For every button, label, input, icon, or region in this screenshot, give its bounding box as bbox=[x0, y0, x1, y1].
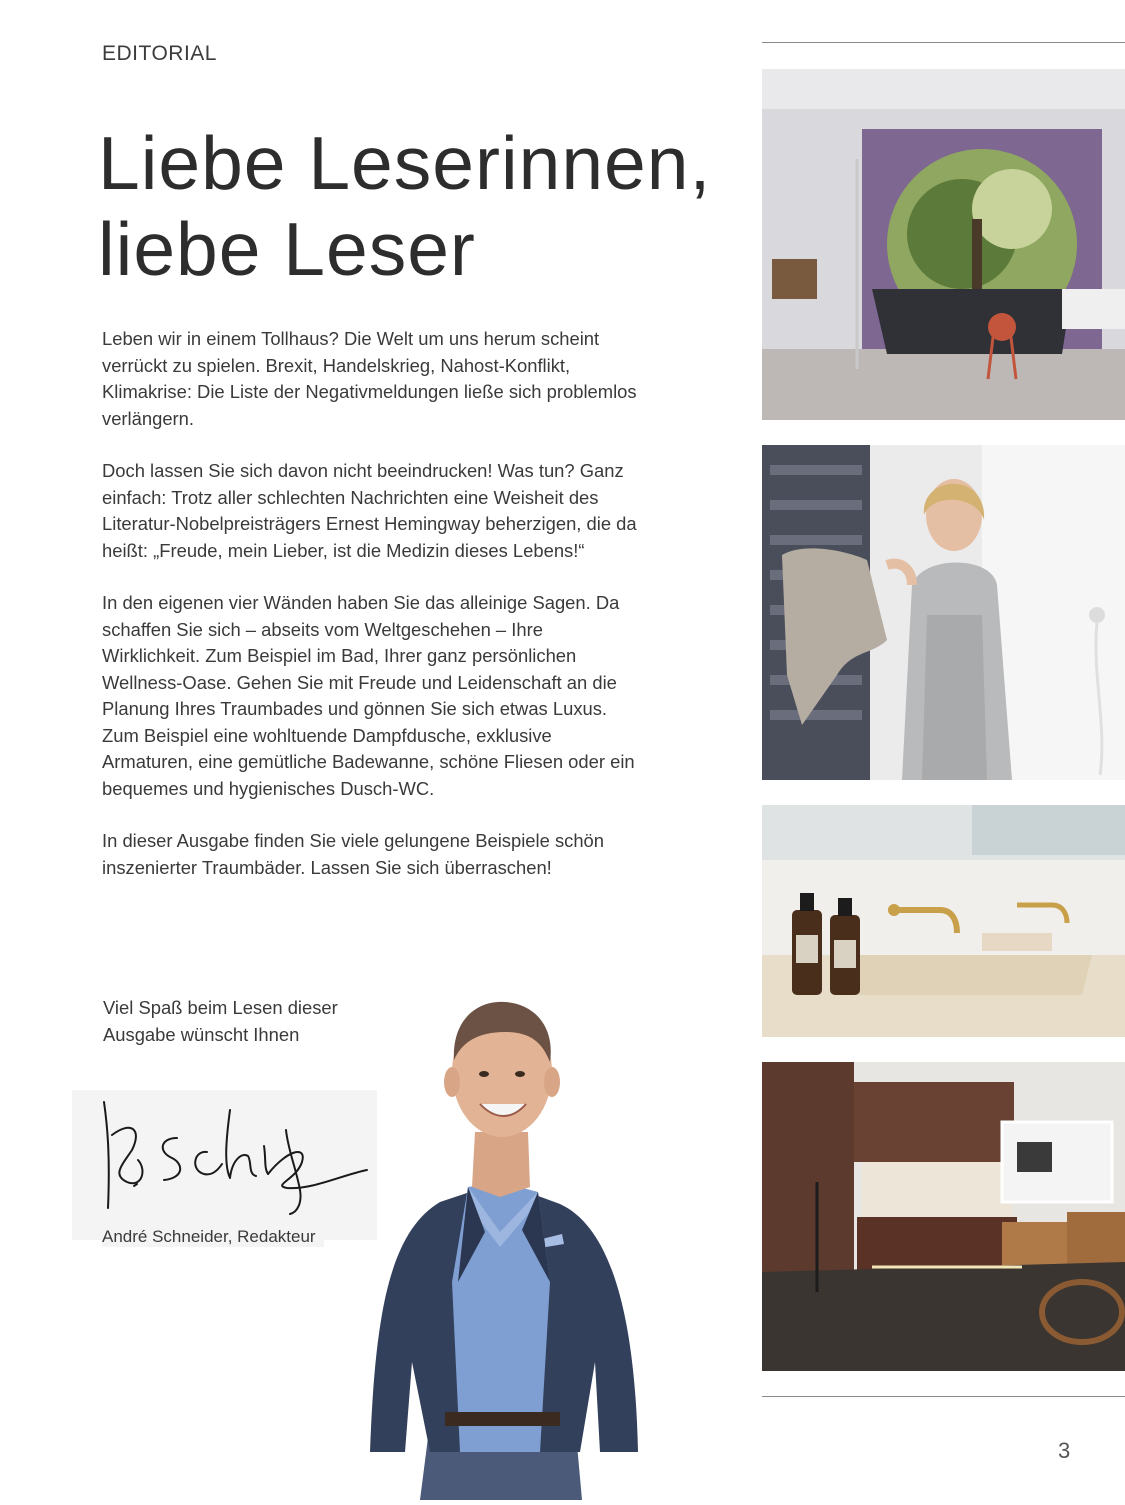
paragraph: Doch lassen Sie sich davon nicht beeindrucken! Was tun? Ganz einfach: Trotz aller schlechten Nachrichten eine Weisheit des Literatur-Nobelpreisträgers Ernest Hemingway beherzigen, die da heißt: „Freude, mein Lieber, ist die Medizin dieses Lebens!“ bbox=[102, 460, 637, 561]
signature-graphic bbox=[72, 1090, 377, 1240]
closing-line-1: Viel Spaß beim Lesen dieser bbox=[103, 997, 338, 1018]
golden-faucet-washbasin-photo bbox=[762, 805, 1125, 1037]
title-line-1: Liebe Leserinnen, bbox=[98, 121, 712, 205]
signature bbox=[72, 1090, 377, 1240]
bathroom-photo-round-window bbox=[762, 69, 1125, 420]
page-title bbox=[98, 120, 738, 292]
top-rule bbox=[762, 42, 1125, 43]
title-line-2: liebe Leser bbox=[98, 207, 476, 291]
bottom-rule bbox=[762, 1396, 1125, 1397]
editor-portrait bbox=[350, 982, 650, 1500]
paragraph: In dieser Ausgabe finden Sie viele gelungene Beispiele schön inszenierter Traumbäder. Lassen Sie sich überraschen! bbox=[102, 830, 605, 878]
dark-tile-bathroom-photo bbox=[762, 1062, 1125, 1371]
page-number: 3 bbox=[1058, 1438, 1071, 1463]
editorial-body bbox=[102, 326, 642, 907]
author-credit: André Schneider, Redakteur bbox=[102, 1227, 324, 1247]
woman-with-towel-photo bbox=[762, 445, 1125, 780]
section-label: EDITORIAL bbox=[102, 42, 217, 65]
closing-line-2: Ausgabe wünscht Ihnen bbox=[103, 1023, 300, 1045]
paragraph: In den eigenen vier Wänden haben Sie das alleinige Sagen. Da schaffen Sie sich – abseits vom Weltgeschehen – Ihre Wirklichkeit. Zum Beispiel im Bad, Ihrer ganz persönlichen Wellness-Oase. Gehen Sie mit Freude und Leidenschaft an die Planung Ihres Traumbades und gönnen Sie sich etwas Luxus. Zum Beispiel eine wohltuende Dampfdusche, exklusive Armaturen, eine gemütliche Badewanne, schöne Fliesen oder ein bequemes und hygienisches Dusch-WC. bbox=[102, 592, 635, 799]
paragraph: Leben wir in einem Tollhaus? Die Welt um uns herum scheint verrückt zu spielen. Brexit, Handelskrieg, Nahost-Konflikt, Klimakrise: Die Liste der Negativmeldungen ließe sich problemlos verlängern. bbox=[102, 328, 637, 429]
